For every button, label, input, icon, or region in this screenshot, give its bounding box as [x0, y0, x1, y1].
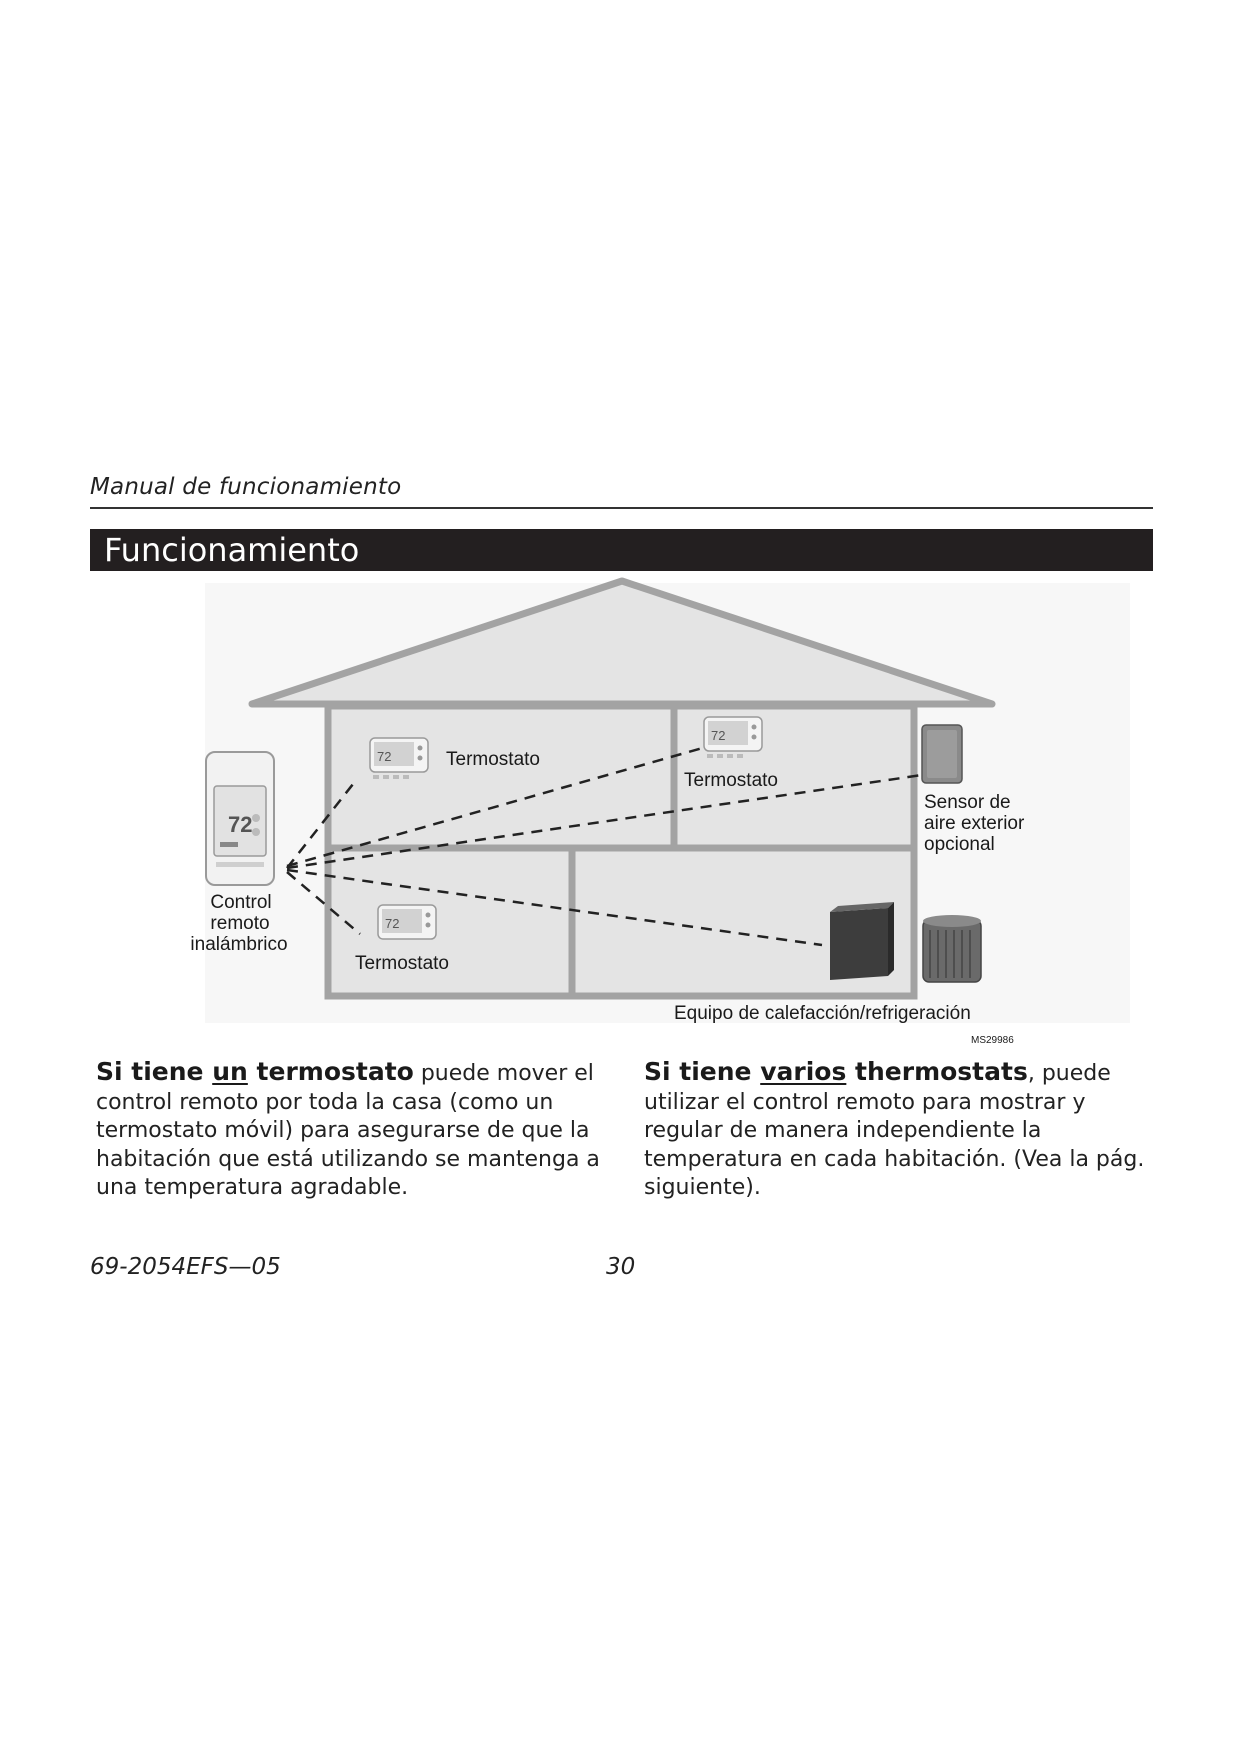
label-remote-line3: inalámbrico: [190, 934, 288, 955]
body-single-text: puede mover el control remoto por toda la casa (como un termostato móvil) para asegurarse de que la habitación que está utilizando se mantenga a una temperatura agradable.: [96, 1061, 600, 1200]
label-remote-line1: Control: [210, 892, 272, 913]
lead-multi-u: varios: [760, 1057, 847, 1086]
lead-multi-underlined: [760, 1057, 846, 1086]
manual-title: Manual de funcionamiento: [90, 474, 402, 500]
paragraph-multiple-thermostats: [644, 1058, 1164, 1203]
svg-text:72: 72: [385, 916, 400, 931]
lead-single-a: Si tiene: [96, 1057, 213, 1086]
wireless-remote: [206, 752, 274, 885]
label-sensor-line1: Sensor de: [924, 792, 1011, 813]
furnace-device: [830, 902, 894, 980]
section-title: Funcionamiento: [104, 531, 360, 569]
lead-single-b: termostato: [247, 1057, 414, 1086]
svg-text:72: 72: [711, 728, 726, 743]
label-sensor-line2: aire exterior: [924, 813, 1025, 834]
label-thermostat-top-left: Termostato: [446, 749, 540, 770]
lead-multi-a: Si tiene: [644, 1057, 761, 1086]
lead-single-u: un: [212, 1057, 248, 1086]
label-sensor-line3: opcional: [924, 834, 995, 855]
label-thermostat-top-right: Termostato: [684, 770, 778, 791]
figure-code: MS29986: [971, 1035, 1014, 1046]
svg-text:72: 72: [377, 749, 392, 764]
svg-text:72: 72: [228, 812, 253, 837]
label-thermostat-bottom: Termostato: [355, 953, 449, 974]
paragraph-single-thermostat: [96, 1058, 616, 1203]
body-multi-text: , puede utilizar el control remoto para mostrar y regular de manera independiente la temperatura en cada habitación. (Vea la pág. siguiente).: [644, 1061, 1145, 1200]
label-remote-line2: remoto: [210, 913, 270, 934]
outdoor-sensor-device: [922, 725, 962, 783]
thermostat-bottom-device: [378, 905, 436, 939]
document-code: 69-2054EFS—05: [90, 1254, 281, 1280]
lead-single-underlined: [212, 1057, 248, 1086]
ac-unit-device: [923, 915, 981, 982]
lead-multi-b: thermostats: [846, 1057, 1028, 1086]
label-equipment: Equipo de calefacción/refrigeración: [674, 1003, 971, 1024]
page-number: 30: [606, 1254, 636, 1280]
